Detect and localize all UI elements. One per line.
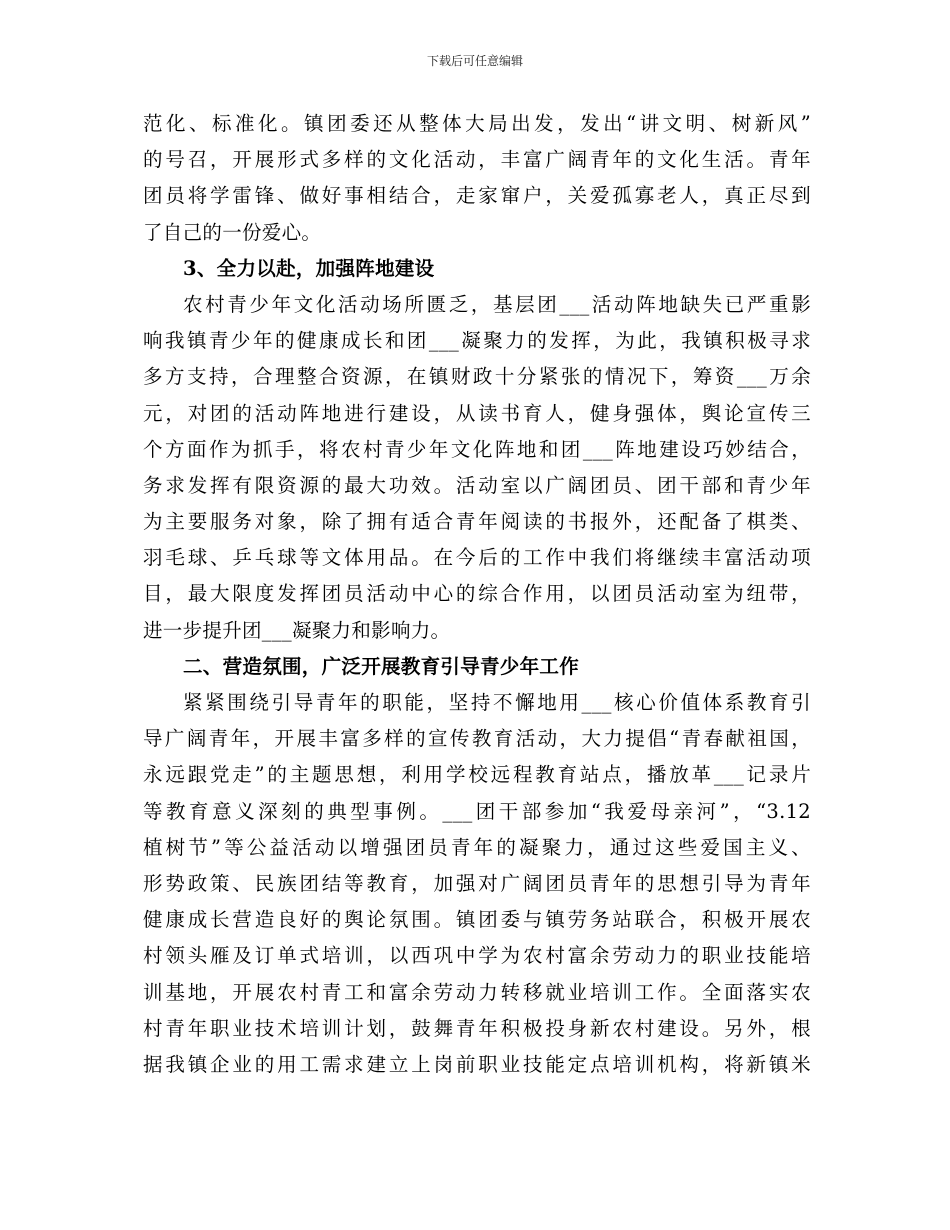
paragraph-line: 羽毛球、乒乓球等文体用品。在今后的工作中我们将继续丰富活动项	[143, 546, 811, 570]
section-heading: 3、全力以赴，加强阵地建设	[183, 256, 435, 280]
paragraph-line: 范化、标准化。镇团委还从整体大局出发，发出“讲文明、树新风”	[143, 112, 811, 135]
paragraph-line: 等教育意义深刻的典型事例。___团干部参加“我爱母亲河”，“3.12	[143, 799, 811, 823]
page-header: 下载后可任意编辑	[426, 54, 523, 68]
paragraph-line: 紧紧围绕引导青年的职能，坚持不懈地用___核心价值体系教育引	[183, 691, 811, 714]
paragraph-line: 农村青少年文化活动场所匮乏，基层团___活动阵地缺失已严重影	[183, 292, 811, 316]
paragraph-line: 个方面作为抓手，将农村青少年文化阵地和团___阵地建设巧妙结合，	[143, 437, 811, 461]
paragraph-line: 村领头雁及订单式培训，以西巩中学为农村富余劳动力的职业技能培	[143, 944, 811, 968]
paragraph-line: 村青年职业技术培训计划，鼓舞青年积极投身新农村建设。另外，根	[143, 1016, 811, 1040]
paragraph-line: 了自己的一份爱心。	[143, 220, 322, 244]
paragraph-line: 植树节”等公益活动以增强团员青年的凝聚力，通过这些爱国主义、	[143, 835, 811, 859]
document-body	[143, 106, 811, 1083]
section-heading: 二、营造氛围，广泛开展教育引导青少年工作	[183, 654, 580, 678]
paragraph-line: 进一步提升团___凝聚力和影响力。	[143, 618, 451, 642]
paragraph-line: 永远跟党走”的主题思想，利用学校远程教育站点，播放革___记录片	[143, 763, 811, 787]
paragraph-line: 为主要服务对象，除了拥有适合青年阅读的书报外，还配备了棋类、	[143, 510, 811, 534]
paragraph-line: 多方支持，合理整合资源，在镇财政十分紧张的情况下，筹资___万余	[143, 365, 811, 389]
paragraph-line: 的号召，开展形式多样的文化活动，丰富广阔青年的文化生活。青年	[143, 148, 811, 172]
paragraph-line: 导广阔青年，开展丰富多样的宣传教育活动，大力提倡“青春献祖国，	[143, 727, 811, 751]
paragraph-line: 健康成长营造良好的舆论氛围。镇团委与镇劳务站联合，积极开展农	[143, 908, 811, 932]
paragraph-line: 目，最大限度发挥团员活动中心的综合作用，以团员活动室为纽带，	[143, 582, 811, 606]
paragraph-line: 元，对团的活动阵地进行建设，从读书育人，健身强体，舆论宣传三	[143, 401, 811, 425]
paragraph-line: 务求发挥有限资源的最大功效。活动室以广阔团员、团干部和青少年	[143, 473, 811, 497]
paragraph-line: 响我镇青少年的健康成长和团___凝聚力的发挥，为此，我镇积极寻求	[143, 329, 811, 353]
paragraph-line: 形势政策、民族团结等教育，加强对广阔团员青年的思想引导为青年	[143, 871, 811, 895]
paragraph-line: 据我镇企业的用工需求建立上岗前职业技能定点培训机构，将新镇米	[143, 1052, 811, 1076]
paragraph-line: 团员将学雷锋、做好事相结合，走家窜户，关爱孤寡老人，真正尽到	[143, 184, 811, 208]
paragraph-line: 训基地，开展农村青工和富余劳动力转移就业培训工作。全面落实农	[143, 980, 811, 1004]
